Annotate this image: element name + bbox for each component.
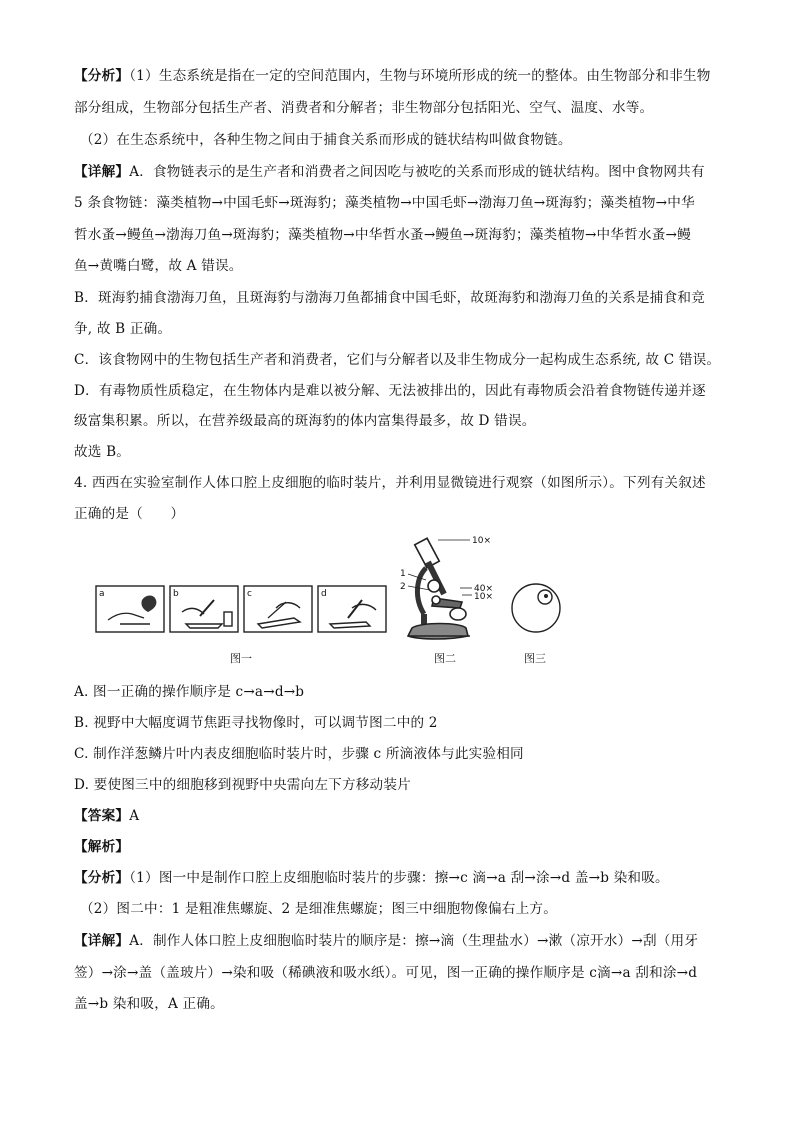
option-c: C. 制作洋葱鳞片叶内表皮细胞临时装片时，步骤 c 所滴液体与此实验相同 xyxy=(74,746,524,762)
analysis2-line-1: 【分析】（1）图一中是制作口腔上皮细胞临时装片的步骤：擦→c 滴→a 刮→涂→d 盖→b 染和吸。 xyxy=(74,870,669,886)
jiexi-tag: 【解析】 xyxy=(74,839,130,855)
panel-label-b: b xyxy=(173,589,179,599)
detail2-line-2: 签）→涂→盖（盖玻片）→染和吸（稀碘液和吸水纸）。可见，图一正确的操作顺序是 c滴→a 刮和涂→d xyxy=(74,965,698,981)
question-4-line-1: 4. 西西在实验室制作人体口腔上皮细胞的临时装片，并利用显微镜进行观察（如图所示）。下列有关叙述 xyxy=(74,475,706,491)
detail-line-3: 哲水蚤→鳗鱼→渤海刀鱼→斑海豹；藻类植物→中华哲水蚤→鳗鱼→斑海豹；藻类植物→中华哲水蚤→鳗 xyxy=(74,227,691,243)
panel-label-c: c xyxy=(247,589,252,599)
analysis-line-1: 【分析】（1）生态系统是指在一定的空间范围内，生物与环境所形成的统一的整体。由生物部分和非生物 xyxy=(74,68,711,84)
objective-low-magnification: 10× xyxy=(474,592,493,602)
detail-line-b2: 争, 故 B 正确。 xyxy=(74,321,172,337)
eyepiece-magnification: 10× xyxy=(472,536,491,546)
analysis2-line-2: （2）图二中：1 是粗准焦螺旋、2 是细准焦螺旋；图三中细胞物像偏右上方。 xyxy=(80,901,557,917)
option-d: D. 要使图三中的细胞移到视野中央需向左下方移动装片 xyxy=(74,777,411,793)
caption-figure-three: 图三 xyxy=(524,652,546,665)
detail-line-d2: 级富集积累。所以，在营养级最高的斑海豹的体内富集得最多，故 D 错误。 xyxy=(74,413,536,429)
objective-high-magnification: 40× xyxy=(474,584,493,594)
answer-line xyxy=(74,806,734,826)
answer-value: A xyxy=(129,808,140,824)
figure-two-text xyxy=(400,536,493,602)
option-a: A. 图一正确的操作顺序是 c→a→d→b xyxy=(74,684,305,700)
detail2-line-3: 盖→b 染和吸，A 正确。 xyxy=(74,996,224,1012)
label-coarse-knob: 1 xyxy=(400,569,406,579)
detail-line-d1: D．有毒物质性质稳定，在生物体内是难以被分解、无法被排出的，因此有毒物质会沿着食物链传递并逐 xyxy=(74,383,706,399)
detail-line-c1: C．该食物网中的生物包括生产者和消费者，它们与分解者以及非生物成分一起构成生态系统, 故 C 错误。 xyxy=(74,352,721,368)
label-fine-knob: 2 xyxy=(400,582,406,592)
detail2-tag: 【详解】 xyxy=(74,933,130,949)
detail2-line-1: 【详解】A．制作人体口腔上皮细胞临时装片的顺序是：擦→滴（生理盐水）→漱（凉开水）→刮（用牙 xyxy=(74,933,699,949)
figure-one xyxy=(96,586,386,632)
detail-line-2: 5 条食物链：藻类植物→中国毛虾→斑海豹；藻类植物→中国毛虾→渤海刀鱼→斑海豹；藻类植物→中华 xyxy=(74,195,695,211)
panel-a xyxy=(96,586,164,632)
figure-two-microscope xyxy=(408,538,470,639)
question-figure xyxy=(90,528,690,670)
detail-line-b1: B．斑海豹捕食渤海刀鱼，且斑海豹与渤海刀鱼都捕食中国毛虾，故斑海豹和渤海刀鱼的关系是捕食和竞 xyxy=(74,290,705,306)
option-b: B. 视野中大幅度调节焦距寻找物像时，可以调节图二中的 2 xyxy=(74,715,438,731)
analysis-tag: 【分析】 xyxy=(74,68,130,84)
analysis2-tag: 【分析】 xyxy=(74,870,130,886)
detail-line-4: 鱼→黄嘴白鹭，故 A 错误。 xyxy=(74,258,243,274)
panel-label-d: d xyxy=(321,589,327,599)
question-4-line-2: 正确的是（ ） xyxy=(74,506,185,522)
figure-one-labels xyxy=(99,589,327,599)
analysis-line-3: （2）在生态系统中，各种生物之间由于捕食关系而形成的链状结构叫做食物链。 xyxy=(80,132,572,148)
caption-figure-one: 图一 xyxy=(230,652,252,665)
caption-figure-two: 图二 xyxy=(434,652,456,665)
choose-line: 故选 B。 xyxy=(74,444,131,460)
analysis-line-2: 部分组成，生物部分包括生产者、消费者和分解者；非生物部分包括阳光、空气、温度、水等。 xyxy=(74,100,654,116)
panel-label-a: a xyxy=(99,589,105,599)
answer-tag: 【答案】 xyxy=(74,808,130,824)
detail-tag: 【详解】 xyxy=(74,164,130,180)
panel-b xyxy=(170,586,238,632)
figure-svg xyxy=(90,528,690,670)
figure-three-view xyxy=(512,584,560,632)
detail-line-1: 【详解】A．食物链表示的是生产者和消费者之间因吃与被吃的关系而形成的链状结构。图中食物网共有 xyxy=(74,164,705,180)
